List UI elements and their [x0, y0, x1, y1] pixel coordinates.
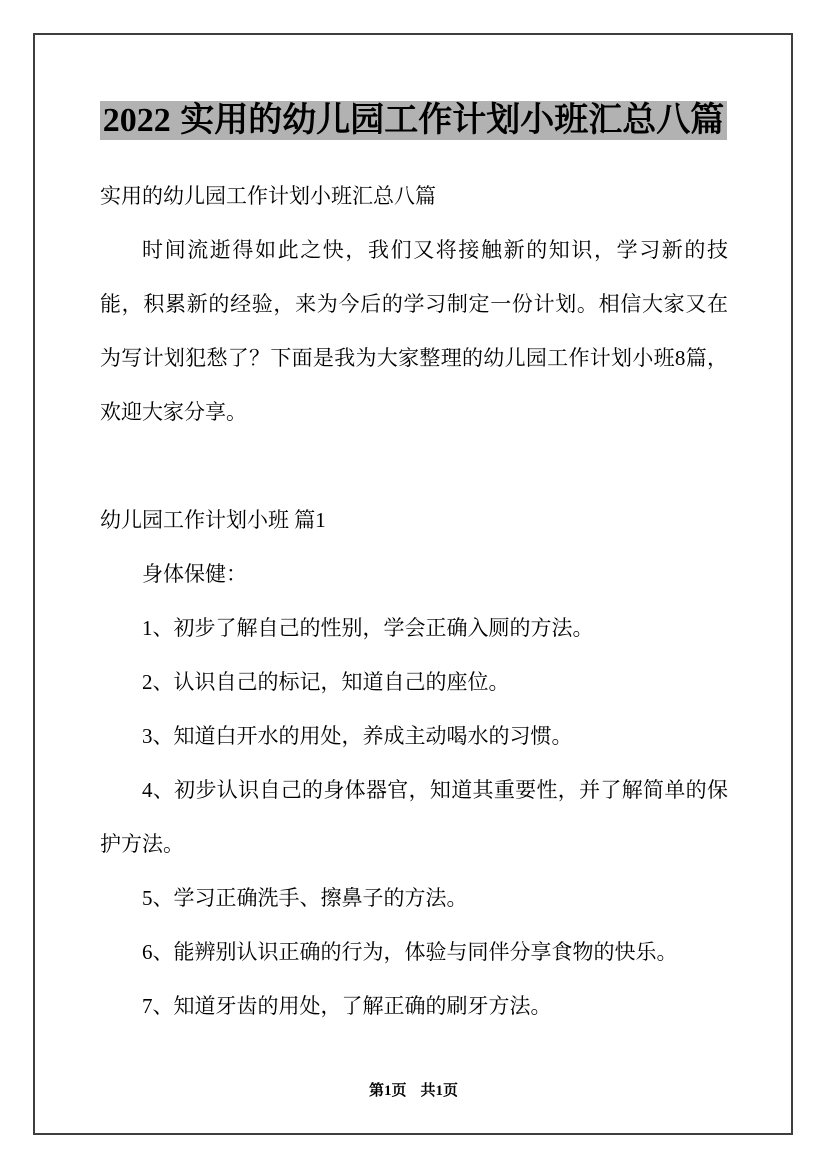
- footer-current-page: 第1页: [368, 1083, 407, 1099]
- list-item: 5、学习正确洗手、擦鼻子的方法。: [142, 886, 468, 910]
- footer-page-number: [0, 1080, 827, 1102]
- subtitle: 实用的幼儿园工作计划小班汇总八篇: [100, 184, 436, 208]
- list-item: 2、认识自己的标记，知道自己的座位。: [142, 670, 510, 694]
- list-item: 1、初步了解自己的性别，学会正确入厕的方法。: [142, 616, 594, 640]
- title-text: 实用的幼儿园工作计划小班汇总八篇: [180, 102, 725, 139]
- list-item: 6、能辨别认识正确的行为，体验与同伴分享食物的快乐。: [142, 940, 678, 964]
- list-item: 4、初步认识自己的身体器官，知道其重要性，并了解简单的保护方法。: [100, 778, 728, 856]
- title-highlight: [100, 101, 728, 140]
- list-item: 7、知道牙齿的用处，了解正确的刷牙方法。: [142, 994, 552, 1018]
- section-subheading: 身体保健：: [142, 562, 247, 586]
- intro-paragraph: 时间流逝得如此之快，我们又将接触新的知识，学习新的技能，积累新的经验，来为今后的学习制定一份计划。相信大家又在为写计划犯愁了？下面是我为大家整理的幼儿园工作计划小班8篇，欢迎大家分享。: [100, 238, 728, 424]
- page-title: [40, 99, 787, 143]
- section-heading: 幼儿园工作计划小班 篇1: [100, 508, 326, 532]
- title-year: 2022: [102, 102, 171, 139]
- list-item: 3、知道白开水的用处，养成主动喝水的习惯。: [142, 724, 573, 748]
- footer-total-pages: 共1页: [420, 1083, 459, 1099]
- document-body: [100, 169, 728, 1033]
